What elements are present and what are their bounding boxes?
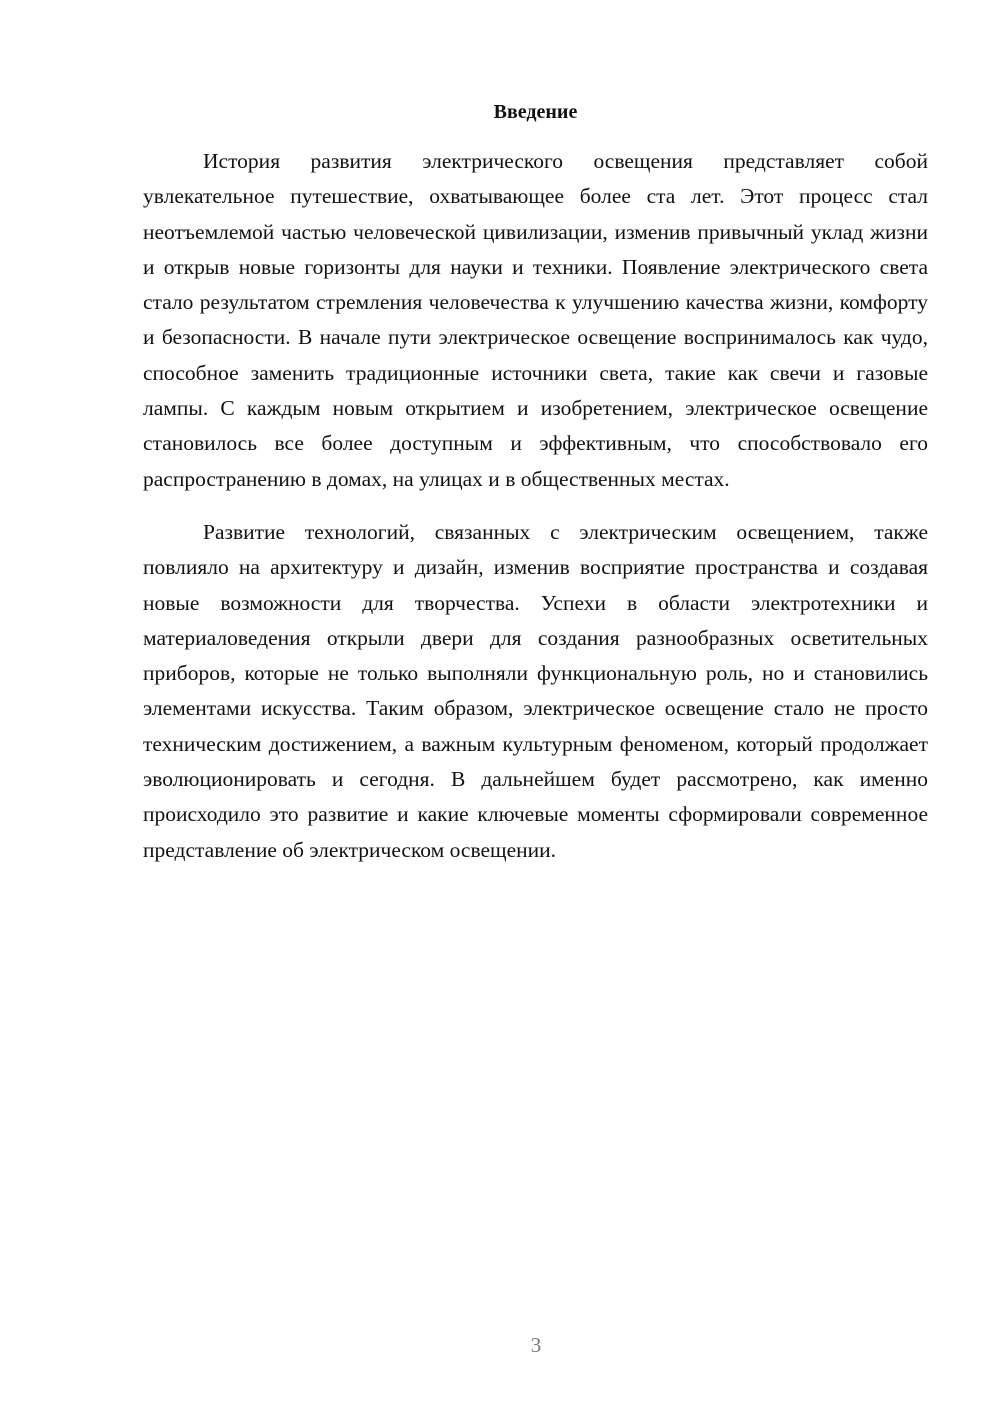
paragraph-2: Развитие технологий, связанных с электрическим освещением, также повлияло на архитектуру и дизайн, изменив восприятие пространства и создавая новые возможности для творчества. Успехи в области электротехники и материаловедения открыли двери для создания разнообразных осветительных приборов, которые не только выполняли функциональную роль, но и становились элементами искусства. Таким образом, электрическое освещение стало не просто техническим достижением, а важным культурным феноменом, который продолжает эволюционировать и сегодня. В дальнейшем будет рассмотрено, как именно происходило это развитие и какие ключевые моменты сформировали современное представление об электрическом освещении.: [143, 519, 928, 862]
section-title: Введение: [493, 101, 578, 123]
paragraph-1: История развития электрического освещения представляет собой увлекательное путешествие, охватывающее более ста лет. Этот процесс стал неотъемлемой частью человеческой цивилизации, изменив привычный уклад жизни и открыв новые горизонты для науки и техники. Появление электрического света стало результатом стремления человечества к улучшению качества жизни, комфорту и безопасности. В начале пути электрическое освещение воспринималось как чудо, способное заменить традиционные источники света, такие как свечи и газовые лампы. С каждым новым открытием и изобретением, электрическое освещение становилось все более доступным и эффективным, что способствовало его распространению в домах, на улицах и в общественных местах.: [143, 149, 928, 491]
page-content: [143, 98, 928, 868]
page-number: 3: [530, 1333, 542, 1357]
